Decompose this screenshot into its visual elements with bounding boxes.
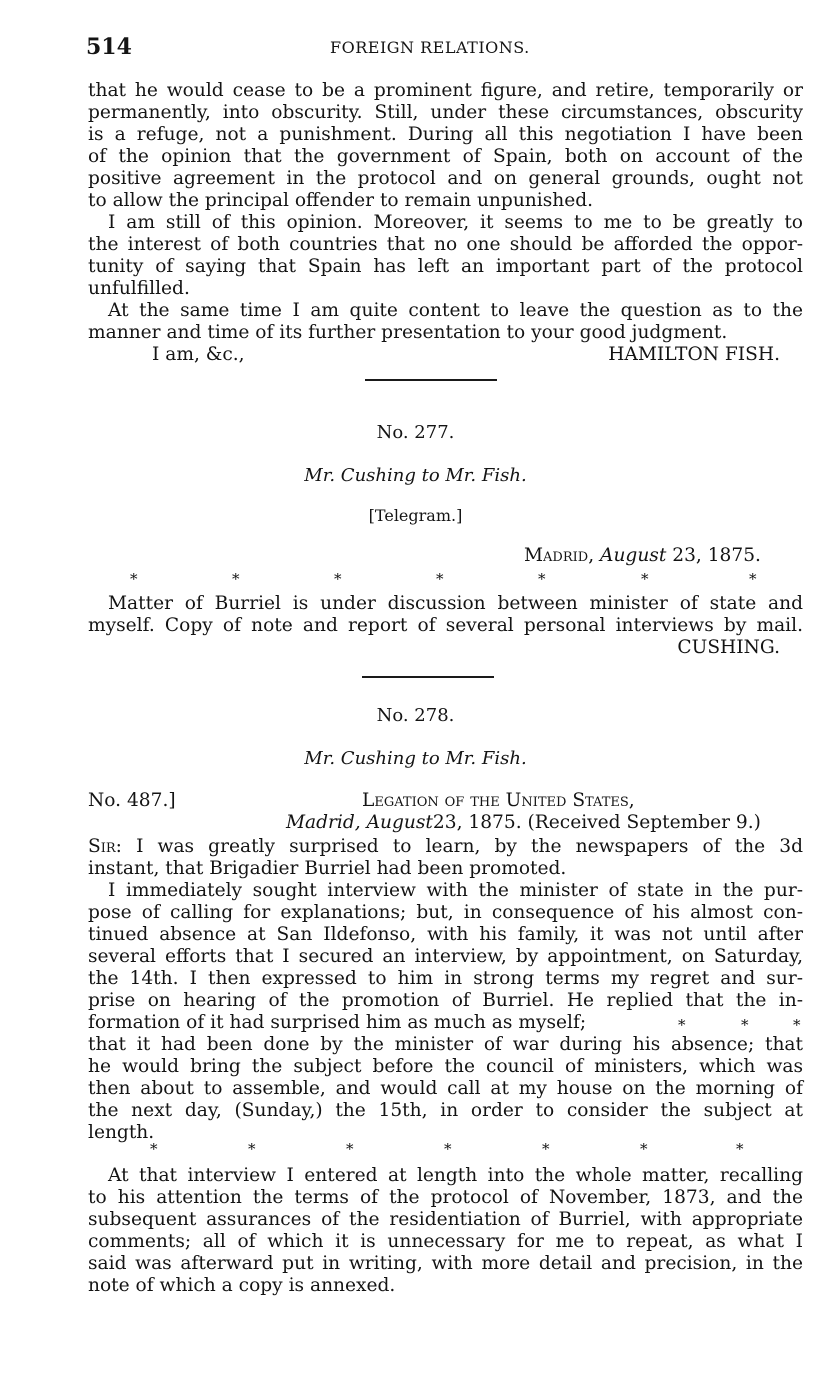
body-line [88, 836, 803, 858]
closing: I am, &c., [152, 344, 245, 365]
star: * [736, 1140, 744, 1158]
body-line: the interest of both countries that no one should be afforded the oppor- [88, 234, 803, 255]
separator-rule [365, 379, 497, 381]
star: * [793, 1016, 801, 1034]
page-number: 514 [86, 34, 132, 60]
body-line: to allow the principal offender to remain unpunished. [88, 190, 594, 211]
star: * [542, 1140, 550, 1158]
legation-line: Legation of the United States, [362, 790, 635, 811]
body-line: At the same time I am quite content to leave the question as to the [108, 300, 803, 321]
star: * [346, 1140, 354, 1158]
body-line: then about to assemble, and would call at my house on the morning of [88, 1078, 803, 1099]
body-line: subsequent assurances of the residentiation of Burriel, with appropriate [88, 1209, 803, 1230]
body-line: pose of calling for explanations; but, in consequence of his almost con- [88, 902, 803, 923]
body-line: instant, that Brigadier Burriel had been promoted. [88, 858, 567, 879]
star: * [641, 570, 649, 588]
star: * [248, 1140, 256, 1158]
body-line: positive agreement in the protocol and on general grounds, ought not [88, 168, 803, 189]
body-line: that he would cease to be a prominent figure, and retire, temporarily or [88, 80, 803, 101]
body-line: I immediately sought interview with the minister of state in the pur- [108, 880, 803, 901]
dateline [524, 545, 761, 566]
body-line: permanently, into obscurity. Still, under these circumstances, obscurity [88, 102, 803, 123]
heading-text: Mr. Cushing to Mr. Fish. [304, 748, 527, 769]
star: * [130, 570, 138, 588]
running-title: FOREIGN RELATIONS. [330, 38, 530, 57]
document-number: No. 277. [376, 422, 455, 443]
dateline [286, 812, 761, 833]
dateline-month: August [366, 812, 433, 833]
star: * [150, 1140, 158, 1158]
dispatch-number: No. 487.] [88, 790, 176, 811]
body-line: he would bring the subject before the council of ministers, which was [88, 1056, 803, 1077]
star: * [334, 570, 342, 588]
body-line: comments; all of which it is unnecessary for me to repeat, as what I [88, 1231, 803, 1252]
dateline-rest: 23, 1875. (Received September 9.) [432, 812, 761, 833]
dateline-place: Madrid, [286, 812, 361, 833]
body-line: unfulfilled. [88, 278, 190, 299]
star: * [678, 1016, 686, 1034]
telegram-note: [Telegram.] [368, 506, 463, 525]
body-line: I am still of this opinion. Moreover, it seems to me to be greatly to [108, 212, 803, 233]
body-line: prise on hearing of the promotion of Burriel. He replied that the in- [88, 990, 803, 1011]
body-line: is a refuge, not a punishment. During all this negotiation I have been [88, 124, 803, 145]
star: * [749, 570, 757, 588]
body-line: of the opinion that the government of Spain, both on account of the [88, 146, 803, 167]
body-line: note of which a copy is annexed. [88, 1275, 396, 1296]
star: * [741, 1016, 749, 1034]
star: * [232, 570, 240, 588]
line-text: formation of it had surprised him as much as myself; [88, 1012, 587, 1033]
body-line: myself. Copy of note and report of several personal interviews by mail. [88, 615, 803, 636]
body-line: several efforts that I secured an interview, by appointment, on Saturday, [88, 946, 803, 967]
body-line: to his attention the terms of the protocol of November, 1873, and the [88, 1187, 803, 1208]
document-heading [0, 465, 831, 486]
dateline-month: August [600, 545, 667, 566]
star: * [436, 570, 444, 588]
body-line: tunity of saying that Spain has left an important part of the protocol [88, 256, 803, 277]
dateline-day: 23, 1875. [672, 545, 761, 566]
body-line: the 14th. I then expressed to him in strong terms my regret and sur- [88, 968, 803, 989]
body-line: manner and time of its further presentation to your good judgment. [88, 322, 728, 343]
signature: CUSHING. [677, 637, 780, 658]
body-line: length. [88, 1122, 155, 1143]
heading-text: Mr. Cushing to Mr. Fish. [304, 465, 527, 486]
star: * [538, 570, 546, 588]
ellipsis-stars [0, 570, 831, 592]
body-line: Matter of Burriel is under discussion between minister of state and [108, 593, 803, 614]
star: * [444, 1140, 452, 1158]
signature: HAMILTON FISH. [608, 344, 780, 365]
body-line: said was afterward put in writing, with more detail and precision, in the [88, 1253, 803, 1274]
salutation-text: I was greatly surprised to learn, by the newspapers of the 3d [136, 836, 803, 857]
separator-rule [362, 676, 494, 678]
body-line: that it had been done by the minister of war during his absence; that [88, 1034, 803, 1055]
document-heading [0, 748, 831, 769]
body-line: the next day, (Sunday,) the 15th, in order to consider the subject at [88, 1100, 803, 1121]
star: * [640, 1140, 648, 1158]
body-line [88, 1012, 803, 1034]
body-line: tinued absence at San Ildefonso, with his family, it was not until after [88, 924, 803, 945]
dateline-place: Madrid, [524, 545, 595, 566]
ellipsis-stars [0, 1140, 831, 1162]
salutation: Sir: [88, 836, 122, 857]
body-line: At that interview I entered at length into the whole matter, recalling [108, 1165, 803, 1186]
document-number: No. 278. [376, 705, 455, 726]
